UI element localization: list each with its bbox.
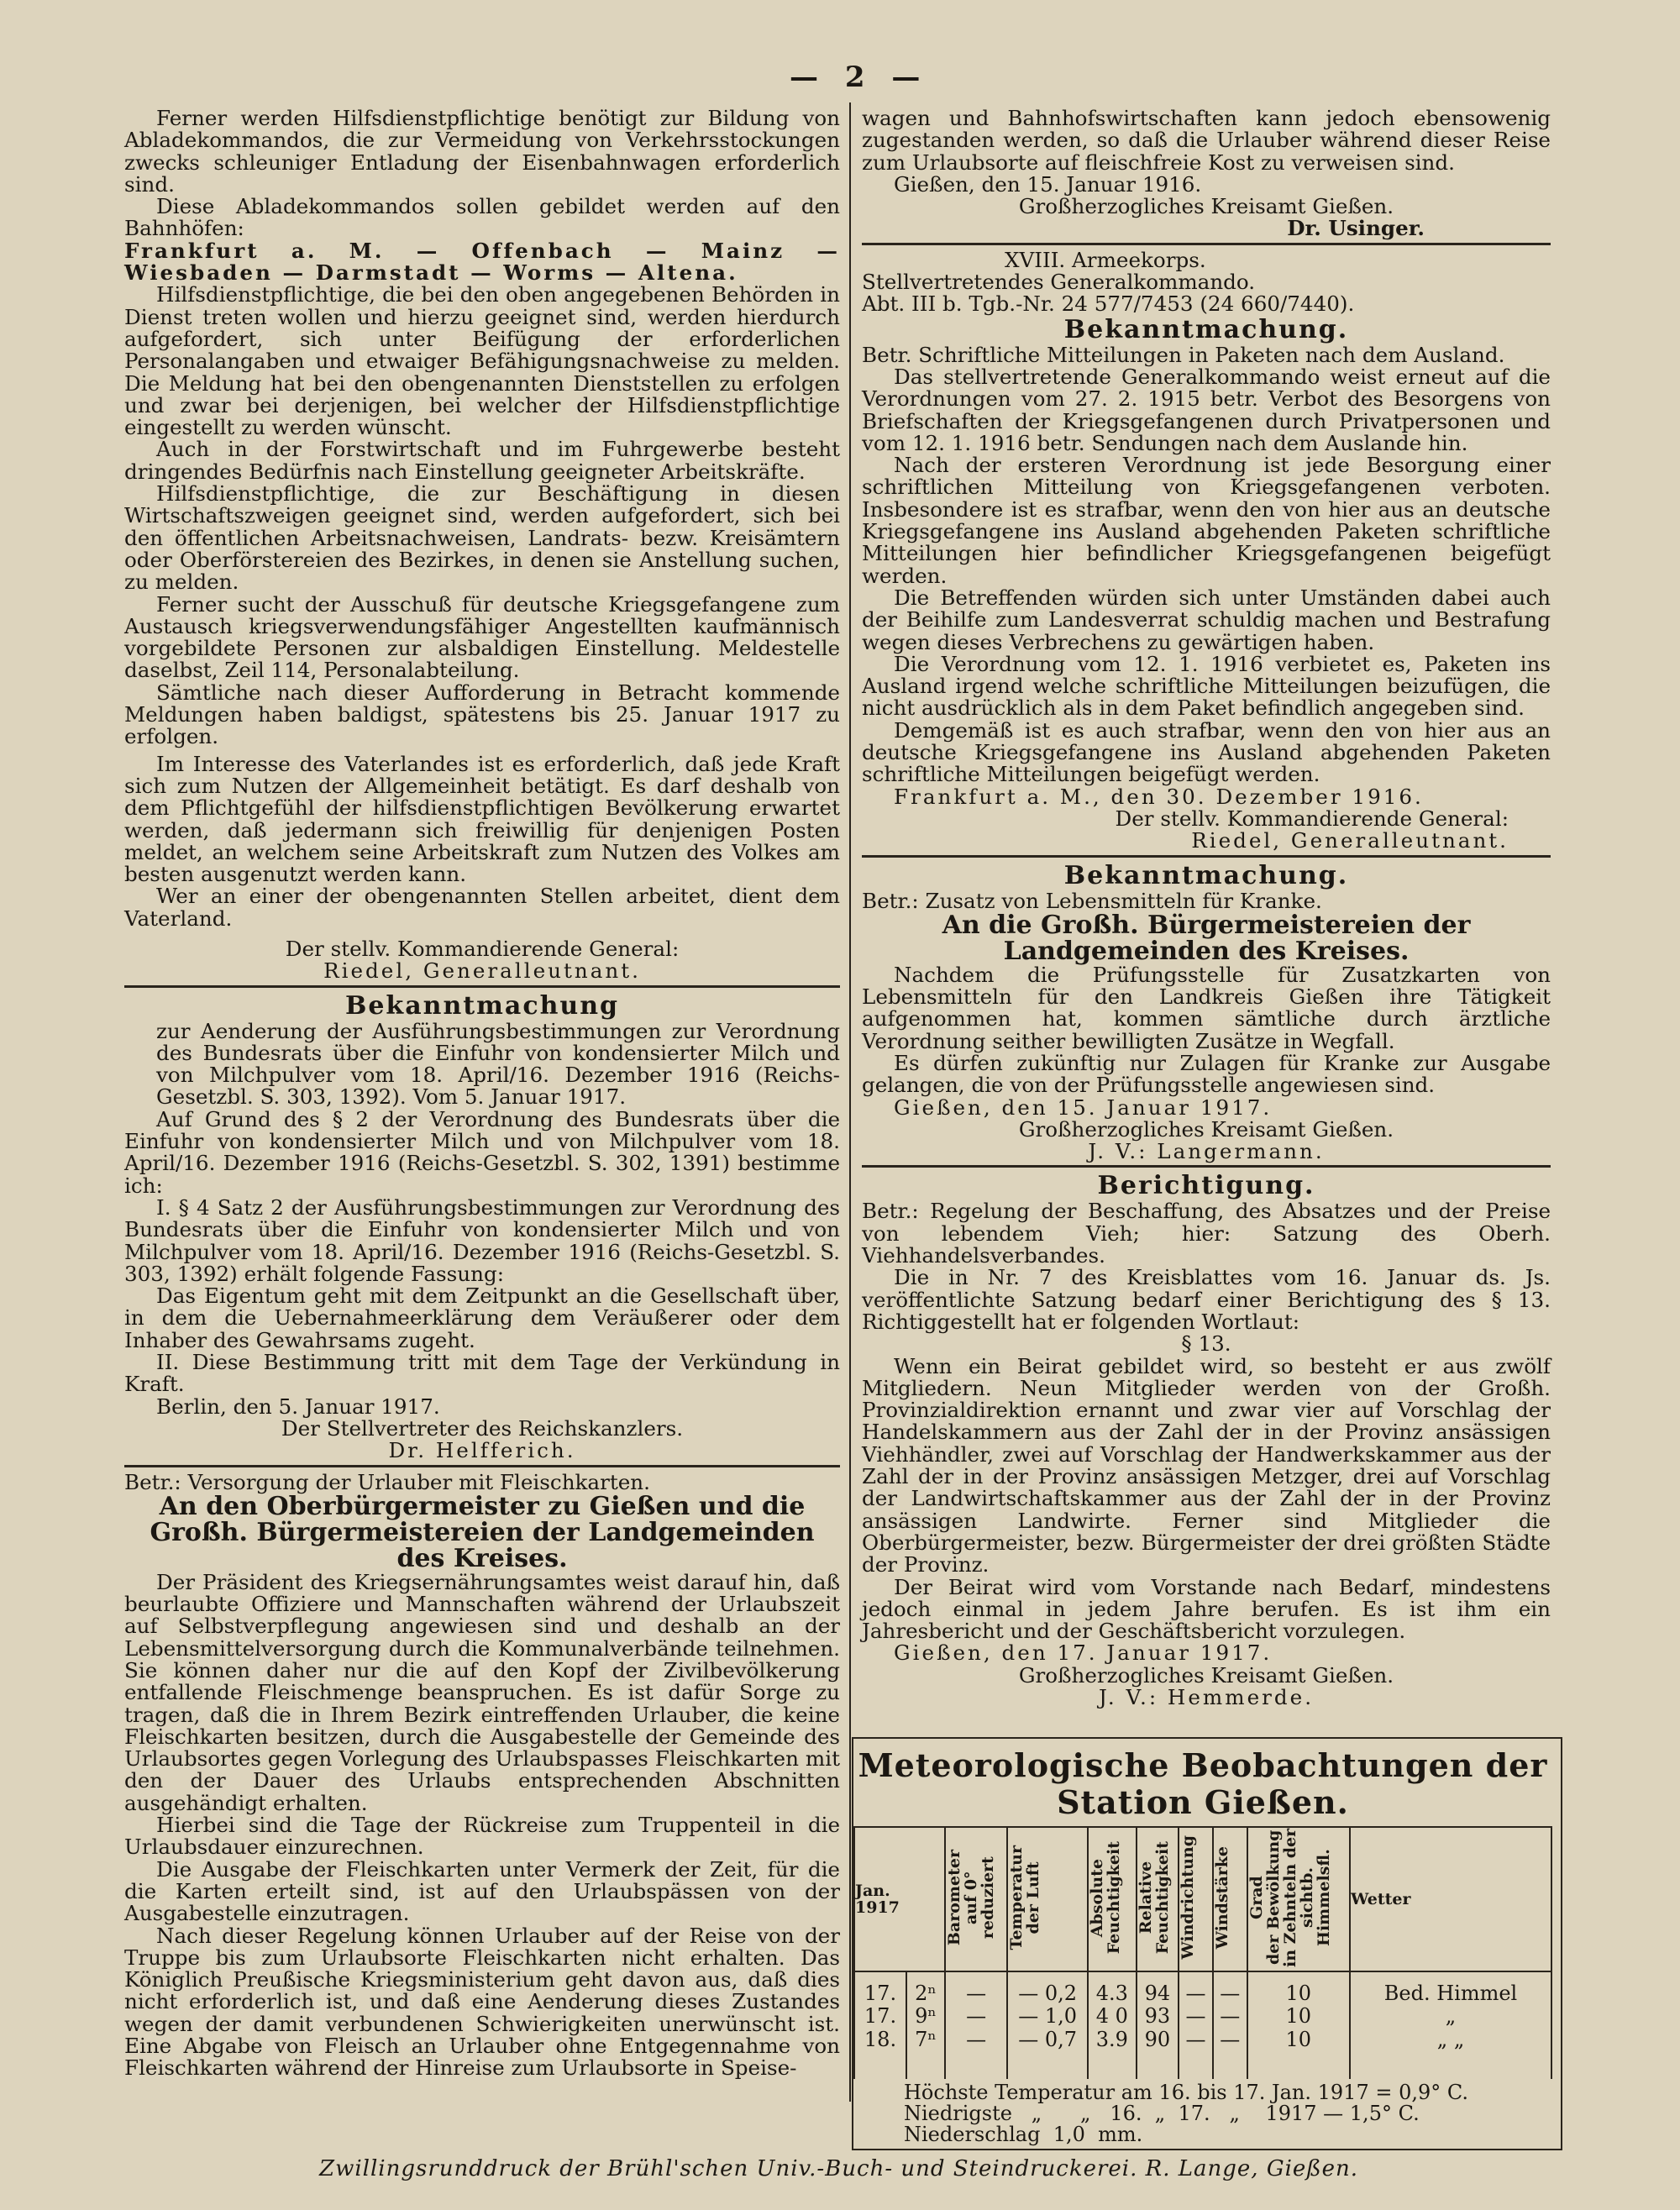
- paragraph-number: § 13.: [1181, 1331, 1231, 1357]
- cell-day: 17.: [854, 2005, 906, 2029]
- issuer-line: Stellvertretendes Generalkommando.: [862, 270, 1256, 295]
- cell-cloud-cover: 10: [1247, 2029, 1350, 2079]
- paragraph: Auch in der Forstwirtschaft und im Fuhrgewerbe besteht dringendes Bedürfnis nach Einstellung geeigneter Arbeitskräfte.: [124, 437, 840, 484]
- cell-barometer: —: [945, 2005, 1007, 2029]
- signature-title: Der Stellvertreter des Reichskanzlers.: [281, 1415, 684, 1441]
- weather-box: [852, 1737, 1562, 2150]
- cell-wind-direction: —: [1179, 2005, 1213, 2029]
- paragraph: wagen und Bahnhofswirtschaften kann jedoch ebensowenig zugestanden werden, so daß die Urlauber während dieser Reise zum Urlaubsorte auf fleischfreie Kost zu verweisen sind.: [862, 106, 1551, 175]
- divider: [124, 1465, 840, 1467]
- paragraph: II. Diese Bestimmung tritt mit dem Tage der Verkündung in Kraft.: [124, 1350, 840, 1397]
- address-heading: An die Großh. Bürgermeistereien der Landgemeinden des Kreises.: [942, 910, 1471, 966]
- paragraph: Hilfsdienstpflichtige, die bei den oben angegebenen Behörden in Dienst treten wollen und hierzu geeignet sind, werden hierdurch aufgefordert, sich unter Beifügung der erforderlichen Personalangaben und etwaiger Befähigungsnachweise zu melden. Die Meldung hat bei den obengenannten Dienststellen zu erfolgen und zwar bei derjenigen, bei welcher der Hilfsdienstpflichtige eingestellt zu werden wünscht.: [124, 282, 840, 440]
- address-heading: An den Oberbürgermeister zu Gießen und die Großh. Bürgermeistereien der Landgemeinden des Kreises.: [150, 1491, 815, 1573]
- weather-header: Relative Feuchtigkeit: [1137, 1827, 1179, 1971]
- dateline: Gießen, den 15. Januar 1917.: [894, 1095, 1273, 1120]
- right-column: [855, 106, 1551, 2150]
- section-title: Bekanntmachung.: [1063, 314, 1349, 344]
- cell-cloud-cover: 10: [1247, 1971, 1350, 2004]
- subject-line: Betr.: Versorgung der Urlauber mit Fleischkarten.: [124, 1469, 650, 1494]
- signature-title: Großherzogliches Kreisamt Gießen.: [1018, 1662, 1394, 1688]
- subject-line: Betr.: Regelung der Beschaffung, des Absatzes und der Preise von lebendem Vieh; hier: Satzung des Oberh. Viehhandelsverbandes.: [862, 1199, 1551, 1268]
- reference-number: Abt. III b. Tgb.-Nr. 24 577/7453 (24 660/7440).: [862, 291, 1355, 317]
- cell-absolute-humidity: 3.9: [1088, 2029, 1137, 2079]
- paragraph: Die Betreffenden würden sich unter Umständen dabei auch der Beihilfe zum Landesverrat schuldig machen und Bestrafung wegen dieses Verbrechens zu gewärtigen haben.: [862, 585, 1551, 654]
- weather-header: Windrichtung: [1179, 1827, 1213, 1971]
- paragraph: Das stellvertretende Generalkommando weist erneut auf die Verordnungen vom 27. 2. 1915 betr. Verbot des Besorgens von Briefschaften der Kriegsgefangenen durch Privatpersonen und vom 12. 1. 1916 betr. Sendungen nach dem Auslande hin.: [862, 364, 1551, 455]
- cell-wind-strength: —: [1213, 2005, 1247, 2029]
- cell-wind-direction: —: [1179, 1971, 1213, 2004]
- min-temperature: Niedrigste „ „ 16. „ 17. „ 1917 — 1,5° C.: [904, 2101, 1420, 2125]
- signature-name: J. V.: Hemmerde.: [1098, 1685, 1315, 1709]
- paragraph: I. § 4 Satz 2 der Ausführungsbestimmungen zur Verordnung des Bundesrats über die Einfuhr von kondensierter Milch und von Milchpulver vom 18. April/16. Dezember 1916 (Reichs-Gesetzbl. S. 303, 1392) erhält folgende Fassung:: [124, 1194, 840, 1286]
- station-list: Frankfurt a. M. — Offenbach — Mainz — Wiesbaden — Darmstadt — Worms — Altena.: [124, 238, 840, 286]
- paragraph: Nach der ersteren Verordnung ist jede Besorgung einer schriftlichen Mitteilung von Kriegsgefangenen verboten. Insbesondere ist es strafbar, wenn den von hier aus an deutsche Kriegsgefangene ins Ausland abgehenden Paketen schriftliche Mitteilungen hier befindlicher Kriegsgefangenen beigefügt werden.: [862, 453, 1551, 588]
- cell-relative-humidity: 93: [1137, 2005, 1179, 2029]
- paragraph: Hierbei sind die Tage der Rückreise zum Truppenteil in die Urlaubsdauer einzurechnen.: [124, 1813, 840, 1860]
- signature-name: Dr. Helfferich.: [388, 1438, 576, 1463]
- paragraph: Im Interesse des Vaterlandes ist es erforderlich, daß jede Kraft sich zum Nutzen der Allgemeinheit betätigt. Es darf deshalb von dem Pflichtgefühl der hilfsdienstpflichtigen Bevölkerung erwartet werden, daß jedermann sich freiwillig für denjenigen Posten meldet, an welchem seine Arbeitskraft zum Nutzen des Volkes am besten ausgenutzt werden kann.: [124, 751, 840, 887]
- cell-relative-humidity: 94: [1137, 1971, 1179, 2004]
- paragraph: Nachdem die Prüfungsstelle für Zusatzkarten von Lebensmitteln für den Landkreis Gießen ihre Tätigkeit aufgenommen hat, kommen sämtliche durch ärztliche Verordnung seither bewilligten Zusätze in Wegfall.: [862, 962, 1551, 1053]
- signature-title: Der stellv. Kommandierende General:: [1115, 806, 1509, 831]
- cell-absolute-humidity: 4 0: [1088, 2005, 1137, 2029]
- weather-header: Wetter: [1350, 1827, 1551, 1971]
- cell-weather: „: [1350, 2005, 1551, 2029]
- paragraph: Die Ausgabe der Fleischkarten unter Vermerk der Zeit, für die die Karten erteilt sind, ist auf den Urlaubspässen von der Ausgabestelle einzutragen.: [124, 1856, 840, 1926]
- signature-title: Großherzogliches Kreisamt Gießen.: [1018, 1116, 1394, 1142]
- paragraph: Die in Nr. 7 des Kreisblattes vom 16. Januar ds. Js. veröffentlichte Satzung bedarf einer Berichtigung des § 13. Richtiggestellt hat er folgenden Wortlaut:: [862, 1265, 1551, 1334]
- cell-temperature: — 1,0: [1007, 2005, 1088, 2029]
- subject-line: Betr. Schriftliche Mitteilungen in Paketen nach dem Ausland.: [862, 342, 1505, 367]
- signature-name: J. V.: Langermann.: [1088, 1139, 1325, 1164]
- precipitation: Niederschlag 1,0 mm.: [904, 2122, 1143, 2146]
- paragraph: Wer an einer der obengenannten Stellen arbeitet, dient dem Vaterland.: [124, 884, 840, 931]
- signature-name: Riedel, Generalleutnant.: [1191, 828, 1509, 853]
- paragraph: Demgemäß ist es auch strafbar, wenn den von hier aus an deutsche Kriegsgefangene ins Ausland abgehenden Paketen schriftliche Mitteilungen beigefügt werden.: [862, 717, 1551, 787]
- divider: [124, 985, 840, 988]
- divider: [862, 1165, 1551, 1168]
- signature-name: Dr. Usinger.: [1287, 216, 1425, 241]
- weather-summary: [853, 2082, 1552, 2145]
- paragraph: Ferner sucht der Ausschuß für deutsche Kriegsgefangene zum Austausch kriegsverwendungsfähiger Angestellten kaufmännisch vorgebildete Personen zur alsbaldigen Einstellung. Meldestelle daselbst, Zeil 114, Personalabteilung.: [124, 591, 840, 683]
- cell-temperature: — 0,7: [1007, 2029, 1088, 2079]
- weather-title: Meteorologische Beobachtungen der Station Gießen.: [858, 1746, 1548, 1822]
- signature-name: Riedel, Generalleutnant.: [323, 958, 641, 984]
- paragraph: Die Verordnung vom 12. 1. 1916 verbietet es, Paketen ins Ausland irgend welche schriftliche Mitteilungen beizufügen, die nicht ausdrücklich als in dem Paket befindlich angegeben sind.: [862, 651, 1551, 721]
- cell-wind-strength: —: [1213, 2029, 1247, 2079]
- paragraph: Hilfsdienstpflichtige, die zur Beschäftigung in diesen Wirtschaftszweigen geeignet sind, werden aufgefordert, sich bei den öffentlichen Arbeitsnachweisen, Landrats- bezw. Kreisämtern oder Oberförstereien des Bezirkes, in denen sie Anstellung suchen, zu melden.: [124, 481, 840, 595]
- weather-header-row: [854, 1827, 1551, 1971]
- max-temperature: Höchste Temperatur am 16. bis 17. Jan. 1917 = 0,9° C.: [904, 2080, 1469, 2104]
- cell-time: 2ⁿ: [906, 1971, 945, 2004]
- issuer-line: XVIII. Armeekorps.: [1005, 247, 1206, 272]
- subject-line: Betr.: Zusatz von Lebensmitteln für Kranke.: [862, 888, 1322, 913]
- dateline: Gießen, den 15. Januar 1916.: [894, 171, 1202, 197]
- divider: [862, 855, 1551, 858]
- cell-temperature: — 0,2: [1007, 1971, 1088, 2004]
- cell-time: 7ⁿ: [906, 2029, 945, 2079]
- cell-day: 17.: [854, 1971, 906, 2004]
- table-row: [854, 2005, 1551, 2029]
- weather-header: Windstärke: [1213, 1827, 1247, 1971]
- page-number: — 2 —: [790, 60, 929, 94]
- weather-header: Temperatur der Luft: [1007, 1827, 1088, 1971]
- paragraph: zur Aenderung der Ausführungsbestimmungen zur Verordnung des Bundesrats über die Einfuhr von kondensierter Milch und von Milchpulver vom 18. April/16. Dezember 1916 (Reichs-Gesetzbl. S. 303, 1392). Vom 5. Januar 1917.: [156, 1018, 840, 1110]
- table-row: [854, 1971, 1551, 2004]
- cell-absolute-humidity: 4.3: [1088, 1971, 1137, 2004]
- paragraph: Diese Abladekommandos sollen gebildet werden auf den Bahnhöfen:: [124, 194, 840, 241]
- section-title: Berichtigung.: [1097, 1171, 1315, 1201]
- column-rule: [849, 102, 851, 2102]
- dateline: Berlin, den 5. Januar 1917.: [156, 1394, 440, 1419]
- divider: [862, 243, 1551, 245]
- cell-time: 9ⁿ: [906, 2005, 945, 2029]
- weather-header: Barometer auf 0° reduziert: [945, 1827, 1007, 1971]
- signature-title: Großherzogliches Kreisamt Gießen.: [1018, 194, 1394, 219]
- paragraph: Sämtliche nach dieser Aufforderung in Betracht kommende Meldungen haben baldigst, spätestens bis 25. Januar 1917 zu erfolgen.: [124, 680, 840, 749]
- dateline: Frankfurt a. M., den 30. Dezember 1916.: [894, 784, 1424, 809]
- paragraph: Wenn ein Beirat gebildet wird, so besteht er aus zwölf Mitgliedern. Neun Mitglieder werden von der Großh. Provinzialdirektion ernannt und zwar vier auf Vorschlag der Handelskammern aus der Zahl der in der Provinz ansässigen Viehhändler, zwei auf Vorschlag der Handwerkskammer aus der Zahl der in der Provinz ansässigen Metzger, drei auf Vorschlag der Landwirtschaftskammer aus der Zahl der in der Provinz ansässigen Landwirte. Ferner sind Mitglieder die Oberbürgermeister, bezw. Bürgermeister der drei größten Städte der Provinz.: [862, 1353, 1551, 1577]
- paragraph: Nach dieser Regelung können Urlauber auf der Reise von der Truppe bis zum Urlaubsorte Fleischkarten nicht erhalten. Das Königlich Preußische Kriegsministerium geht davon aus, daß dies nicht erforderlich ist, und daß eine Aenderung dieses Zustandes wegen der damit verbundenen Schwierigkeiten unerwünscht ist. Eine Abgabe von Fleisch an Urlauber ohne Entgegennahme von Fleischkarten während der Hinreise zum Urlaubsorte in Speise-: [124, 1923, 840, 2081]
- cell-wind-strength: —: [1213, 1971, 1247, 2004]
- cell-wind-direction: —: [1179, 2029, 1213, 2079]
- section-title: Bekanntmachung: [344, 990, 619, 1021]
- cell-cloud-cover: 10: [1247, 2005, 1350, 2029]
- cell-weather: „ „: [1350, 2029, 1551, 2079]
- signature-title: Der stellv. Kommandierende General:: [285, 936, 680, 961]
- weather-header: Absolute Feuchtigkeit: [1088, 1827, 1137, 1971]
- cell-day: 18.: [854, 2029, 906, 2079]
- cell-relative-humidity: 90: [1137, 2029, 1179, 2079]
- cell-weather: Bed. Himmel: [1350, 1971, 1551, 2004]
- paragraph: Ferner werden Hilfsdienstpflichtige benötigt zur Bildung von Abladekommandos, die zur Vermeidung von Verkehrsstockungen zwecks schleuniger Entladung der Eisenbahnwagen erforderlich sind.: [124, 106, 840, 197]
- table-row: [854, 2029, 1551, 2079]
- paragraph: Der Präsident des Kriegsernährungsamtes weist darauf hin, daß beurlaubte Offiziere und Mannschaften während der Urlaubszeit auf Selbstverpflegung angewiesen sind und deshalb an der Lebensmittelversorgung durch die Kommunalverbände teilnehmen. Sie können daher nur die auf den Kopf der Zivilbevölkerung entfallende Fleischmenge beanspruchen. Es ist dafür Sorge zu tragen, daß die in Ihrem Bezirk eintreffenden Urlauber, die keine Fleischkarten besitzen, durch die Ausgabestelle der Gemeinde des Urlaubsortes gegen Vorlegung des Urlaubspasses Fleischkarten mit den der Dauer des Urlaubs entsprechenden Abschnitten ausgehändigt erhalten.: [124, 1569, 840, 1815]
- paragraph: Das Eigentum geht mit dem Zeitpunkt an die Gesellschaft über, in dem die Uebernahmeerklärung dem Veräußerer oder dem Inhaber des Gewahrsams zugeht.: [124, 1283, 840, 1352]
- weather-header: Jan. 1917: [854, 1827, 945, 1971]
- cell-barometer: —: [945, 1971, 1007, 2004]
- paragraph: Auf Grund des § 2 der Verordnung des Bundesrats über die Einfuhr von kondensierter Milch und von Milchpulver vom 18. April/16. Dezember 1916 (Reichs-Gesetzbl. S. 302, 1391) bestimme ich:: [124, 1106, 840, 1198]
- section-title: Bekanntmachung.: [1063, 860, 1349, 890]
- weather-header: Grad der Bewölkung in Zehnteln der sichtb. Himmelsfl.: [1247, 1827, 1350, 1971]
- paragraph: Es dürfen zukünftig nur Zulagen für Kranke zur Ausgabe gelangen, die von der Prüfungsstelle angewiesen sind.: [862, 1050, 1551, 1098]
- paragraph: Der Beirat wird vom Vorstande nach Bedarf, mindestens jedoch einmal in jedem Jahre berufen. Es ist ihm ein Jahresbericht und der Geschäftsbericht vorzulegen.: [862, 1574, 1551, 1644]
- printer-imprint: Zwillingsrunddruck der Brühl'schen Univ.-Buch- und Steindruckerei. R. Lange, Gießen.: [319, 2156, 1359, 2181]
- dateline: Gießen, den 17. Januar 1917.: [894, 1640, 1273, 1666]
- weather-table: [853, 1826, 1552, 2079]
- left-column: [124, 108, 840, 2080]
- cell-barometer: —: [945, 2029, 1007, 2079]
